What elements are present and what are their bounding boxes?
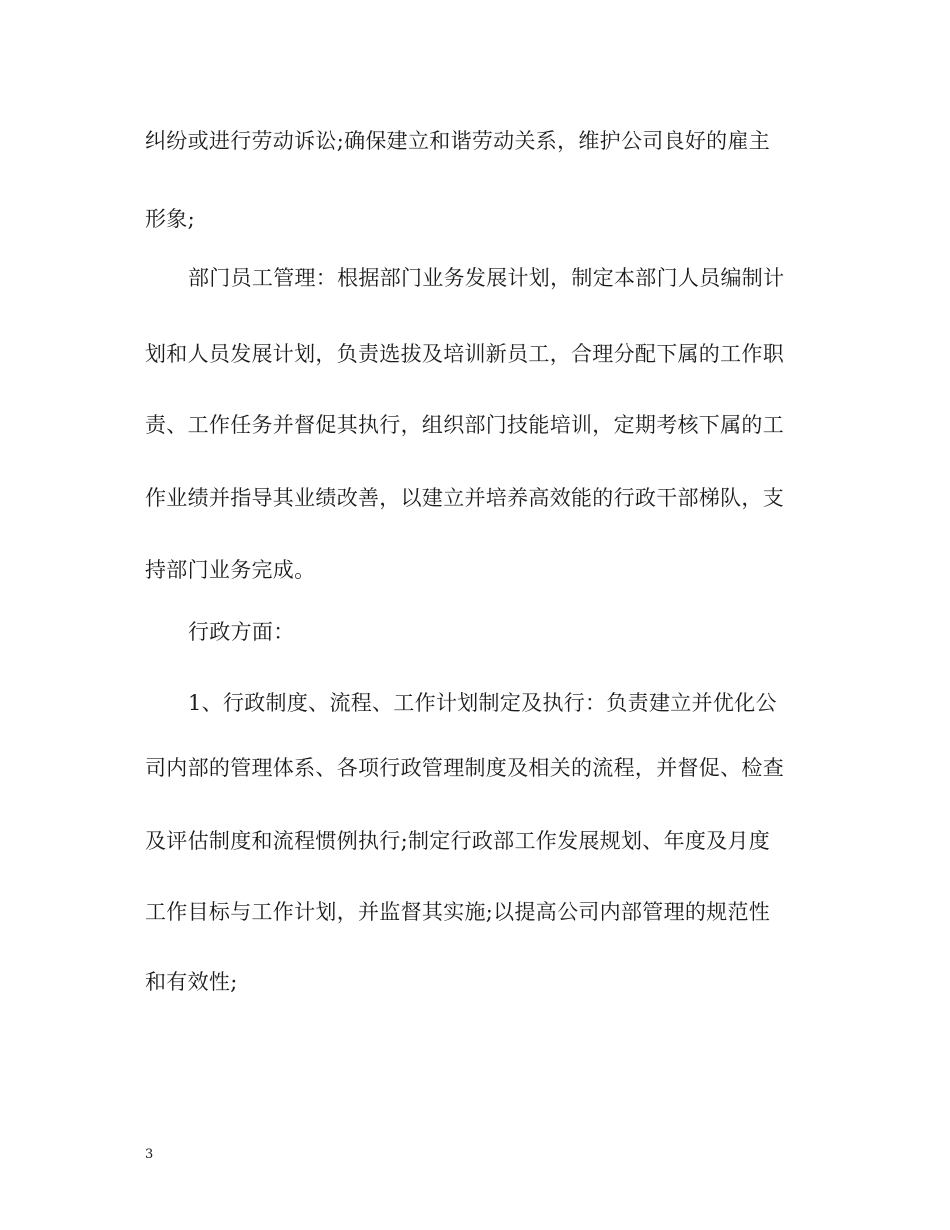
section-heading: 行政方面： [188, 620, 295, 644]
paragraph-start-line: 部门员工管理：根据部门业务发展计划，制定本部门人员编制计 [188, 266, 785, 290]
text-line: 工作目标与工作计划，并监督其实施;以提高公司内部管理的规范性 [145, 900, 771, 924]
page-number: 3 [145, 1147, 154, 1162]
text-line: 责、工作任务并督促其执行，组织部门技能培训，定期考核下属的工 [145, 413, 784, 437]
text-line: 划和人员发展计划，负责选拔及培训新员工，合理分配下属的工作职 [145, 342, 784, 366]
text-line: 和有效性; [145, 970, 238, 994]
paragraph-start-line: 1、行政制度、流程、工作计划制定及执行：负责建立并优化公 [188, 691, 777, 715]
text-line: 及评估制度和流程惯例执行;制定行政部工作发展规划、年度及月度 [145, 829, 771, 853]
text-line: 作业绩并指导其业绩改善，以建立并培养高效能的行政干部梯队，支 [145, 486, 784, 510]
text-line: 形象; [145, 207, 195, 231]
text-line: 纠纷或进行劳动诉讼;确保建立和谐劳动关系，维护公司良好的雇主 [145, 129, 771, 153]
text-line: 持部门业务完成。 [145, 558, 316, 582]
text-line: 司内部的管理体系、各项行政管理制度及相关的流程，并督促、检查 [145, 756, 784, 780]
